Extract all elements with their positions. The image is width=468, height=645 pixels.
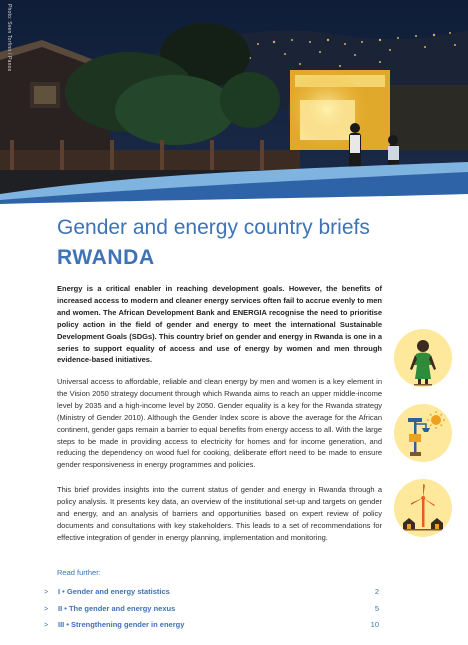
street-light-sun-icon <box>394 404 452 462</box>
chevron-right-icon: > <box>44 604 49 613</box>
body-paragraph-1: Universal access to affordable, reliable and clean energy by men and women is a key element in the Vision 2050 strategy document through which Rwanda aims to reach an upper middle-income level by 2035 and a high-income level by 2050. Gender equality is a key for the Rwanda strategy (Ministry of Gender 2010). Although the Gender Index score is above the average for the African continent, gender gaps remain a barrier to equal benefits from energy access to all. With the large steps to be made in providing access to electricity for homes and for income generation, and reducing the dependency on wood fuel for cooking, deliberate effort need to be made to ensure gender responsiveness in energy programmes and policies. <box>57 377 382 470</box>
woman-icon <box>394 329 452 387</box>
toc-item-label[interactable]: III • Strengthening gender in energy <box>58 620 185 629</box>
toc-item-label[interactable]: I • Gender and energy statistics <box>58 587 170 596</box>
toc-item-page: 5 <box>374 604 379 613</box>
country-title: RWANDA <box>57 246 155 269</box>
night-street-photo <box>0 0 468 212</box>
chevron-right-icon: > <box>44 587 49 596</box>
chevron-right-icon: > <box>44 620 49 629</box>
toc-item-page: 2 <box>374 587 379 596</box>
toc-item-statistics[interactable] <box>44 587 379 599</box>
toc-item-strengthening[interactable] <box>44 620 379 632</box>
photo-credit: Photo: Sven Torfinn / Panos <box>6 4 12 72</box>
intro-lead-paragraph: Energy is a critical enabler in reaching development goals. However, the benefits of increased access to modern and cleaner energy services often fail to accrue evenly to men and women. The African Development Bank and ENERGIA recognise the need to prioritise policy action in the field of gender and energy to meet the international Sustainable Development Goals (SDGs). This country brief on gender and energy in Rwanda is one in a series to support equality of access and use of energy by women and men through evidence-based initiatives. <box>57 284 382 365</box>
wind-turbine-houses-icon <box>394 479 452 537</box>
toc-item-nexus[interactable] <box>44 604 379 616</box>
toc-item-label[interactable]: II • The gender and energy nexus <box>58 604 176 613</box>
toc-item-page: 10 <box>370 620 379 629</box>
read-further-label: Read further: <box>57 568 101 577</box>
page-title: Gender and energy country briefs <box>57 216 370 239</box>
body-paragraph-2: This brief provides insights into the current status of gender and energy in Rwanda through a policy analysis. It presents key data, an overview of the institutional set-up and targets on gender and energy, and an analysis of barriers and opportunities based on expert review of policy documents and consultations with key stakeholders. This leads to a set of recommendations for effective integration of gender in energy planning, implementation and monitoring. <box>57 485 382 542</box>
hero-photo <box>0 0 468 212</box>
